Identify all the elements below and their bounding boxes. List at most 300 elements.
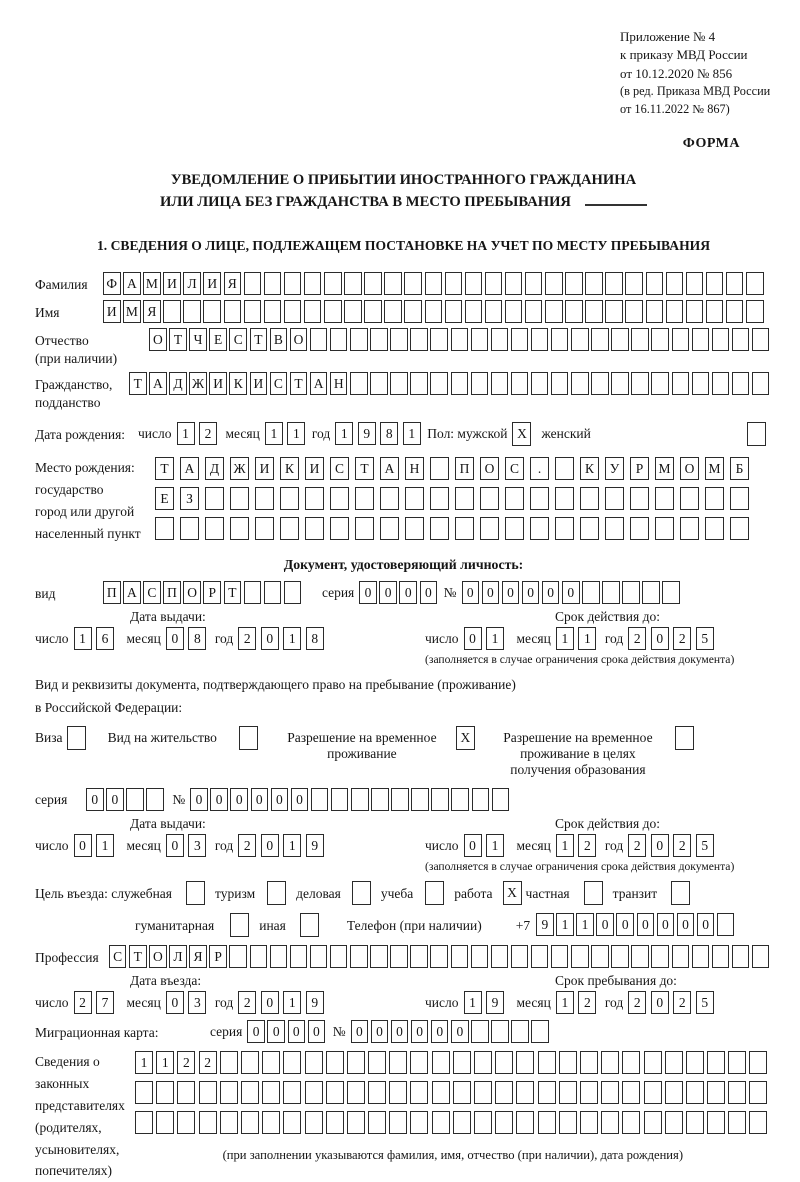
char-box[interactable]: 1 [265, 422, 283, 445]
char-box[interactable]: 0 [562, 581, 580, 604]
char-box[interactable] [712, 945, 730, 968]
birth-year-input[interactable] [335, 422, 425, 445]
char-box[interactable] [686, 1111, 704, 1134]
char-box[interactable] [591, 328, 609, 351]
char-box[interactable] [455, 487, 474, 510]
char-box[interactable] [205, 487, 224, 510]
char-box[interactable]: 0 [677, 913, 695, 936]
citizenship-input[interactable] [129, 372, 772, 395]
char-box[interactable] [545, 300, 563, 323]
char-box[interactable]: Т [155, 457, 174, 480]
char-box[interactable]: Т [129, 945, 147, 968]
char-box[interactable] [752, 945, 770, 968]
char-box[interactable] [390, 372, 408, 395]
birthplace-row2-input[interactable] [155, 487, 755, 510]
char-box[interactable]: 0 [379, 581, 397, 604]
char-box[interactable]: 2 [628, 991, 646, 1014]
char-box[interactable]: С [330, 457, 349, 480]
char-box[interactable] [241, 1081, 259, 1104]
char-box[interactable] [264, 272, 282, 295]
char-box[interactable] [580, 517, 599, 540]
purpose-rabota-checkbox[interactable]: X [503, 881, 522, 905]
birth-day-input[interactable] [177, 422, 222, 445]
char-box[interactable] [330, 517, 349, 540]
char-box[interactable]: 2 [177, 1051, 195, 1074]
representatives-row3-input[interactable] [135, 1111, 771, 1134]
id-doc-seriya-input[interactable] [359, 581, 439, 604]
char-box[interactable] [611, 945, 629, 968]
char-box[interactable] [480, 517, 499, 540]
char-box[interactable] [565, 300, 583, 323]
char-box[interactable] [646, 272, 664, 295]
char-box[interactable]: М [655, 457, 674, 480]
char-box[interactable] [732, 945, 750, 968]
char-box[interactable] [602, 581, 620, 604]
char-box[interactable] [389, 1081, 407, 1104]
char-box[interactable] [631, 945, 649, 968]
char-box[interactable] [389, 1051, 407, 1074]
char-box[interactable] [491, 328, 509, 351]
char-box[interactable] [262, 1051, 280, 1074]
char-box[interactable] [601, 1051, 619, 1074]
stay-day-input[interactable] [464, 991, 509, 1014]
id-doc-number-input[interactable] [462, 581, 683, 604]
char-box[interactable] [368, 1051, 386, 1074]
char-box[interactable] [465, 300, 483, 323]
char-box[interactable]: 5 [696, 834, 714, 857]
char-box[interactable]: П [163, 581, 181, 604]
char-box[interactable] [686, 272, 704, 295]
char-box[interactable] [220, 1081, 238, 1104]
char-box[interactable]: 9 [358, 422, 376, 445]
char-box[interactable] [585, 272, 603, 295]
char-box[interactable] [330, 945, 348, 968]
char-box[interactable]: П [455, 457, 474, 480]
char-box[interactable] [622, 1111, 640, 1134]
char-box[interactable] [672, 945, 690, 968]
char-box[interactable] [666, 300, 684, 323]
char-box[interactable]: 0 [657, 913, 675, 936]
char-box[interactable] [163, 300, 181, 323]
char-box[interactable] [511, 372, 529, 395]
char-box[interactable]: 8 [188, 627, 206, 650]
char-box[interactable] [230, 517, 249, 540]
char-box[interactable] [655, 517, 674, 540]
char-box[interactable]: 1 [556, 834, 574, 857]
char-box[interactable] [347, 1081, 365, 1104]
char-box[interactable] [451, 372, 469, 395]
char-box[interactable]: О [480, 457, 499, 480]
char-box[interactable]: 1 [287, 422, 305, 445]
char-box[interactable]: 0 [451, 1020, 469, 1043]
char-box[interactable] [646, 300, 664, 323]
char-box[interactable] [471, 945, 489, 968]
char-box[interactable] [580, 1051, 598, 1074]
char-box[interactable] [344, 272, 362, 295]
char-box[interactable] [326, 1051, 344, 1074]
char-box[interactable] [642, 581, 660, 604]
char-box[interactable] [425, 300, 443, 323]
char-box[interactable]: 2 [628, 834, 646, 857]
char-box[interactable] [305, 1081, 323, 1104]
char-box[interactable] [380, 487, 399, 510]
char-box[interactable]: Р [630, 457, 649, 480]
char-box[interactable]: 0 [271, 788, 289, 811]
char-box[interactable]: 9 [306, 834, 324, 857]
char-box[interactable]: Я [189, 945, 207, 968]
char-box[interactable] [511, 1020, 529, 1043]
stay-month-input[interactable] [556, 991, 601, 1014]
char-box[interactable]: 0 [391, 1020, 409, 1043]
char-box[interactable] [471, 328, 489, 351]
char-box[interactable]: 0 [482, 581, 500, 604]
char-box[interactable] [732, 328, 750, 351]
stay-year-input[interactable] [628, 991, 718, 1014]
char-box[interactable]: 0 [106, 788, 124, 811]
char-box[interactable] [495, 1051, 513, 1074]
char-box[interactable] [525, 272, 543, 295]
char-box[interactable] [280, 487, 299, 510]
char-box[interactable] [705, 487, 724, 510]
char-box[interactable] [244, 300, 262, 323]
char-box[interactable]: 0 [247, 1020, 265, 1043]
char-box[interactable] [655, 487, 674, 510]
purpose-tranzit-checkbox[interactable] [671, 881, 690, 905]
char-box[interactable]: Л [169, 945, 187, 968]
char-box[interactable]: 0 [462, 581, 480, 604]
char-box[interactable] [177, 1081, 195, 1104]
char-box[interactable] [432, 1111, 450, 1134]
char-box[interactable] [644, 1051, 662, 1074]
char-box[interactable] [432, 1051, 450, 1074]
char-box[interactable]: У [605, 457, 624, 480]
birthplace-row1-input[interactable] [155, 457, 755, 480]
char-box[interactable] [551, 372, 569, 395]
char-box[interactable] [630, 517, 649, 540]
char-box[interactable]: М [143, 272, 161, 295]
char-box[interactable]: 0 [351, 1020, 369, 1043]
phone-input[interactable] [536, 913, 737, 936]
char-box[interactable] [405, 487, 424, 510]
char-box[interactable] [644, 1111, 662, 1134]
migcard-seriya-input[interactable] [247, 1020, 327, 1043]
char-box[interactable]: О [149, 328, 167, 351]
char-box[interactable] [389, 1111, 407, 1134]
char-box[interactable] [135, 1111, 153, 1134]
char-box[interactable] [430, 487, 449, 510]
char-box[interactable] [205, 517, 224, 540]
char-box[interactable]: С [143, 581, 161, 604]
char-box[interactable]: . [530, 457, 549, 480]
char-box[interactable]: М [123, 300, 141, 323]
permit-seriya-input[interactable] [86, 788, 166, 811]
char-box[interactable]: 9 [486, 991, 504, 1014]
char-box[interactable]: 0 [308, 1020, 326, 1043]
char-box[interactable]: Т [290, 372, 308, 395]
char-box[interactable]: Я [143, 300, 161, 323]
char-box[interactable]: 5 [696, 991, 714, 1014]
char-box[interactable]: Ч [189, 328, 207, 351]
char-box[interactable] [445, 272, 463, 295]
char-box[interactable] [471, 1020, 489, 1043]
char-box[interactable] [368, 1111, 386, 1134]
char-box[interactable] [651, 945, 669, 968]
char-box[interactable] [330, 487, 349, 510]
char-box[interactable]: 1 [556, 991, 574, 1014]
char-box[interactable]: 2 [578, 991, 596, 1014]
patronymic-input[interactable] [149, 328, 772, 351]
char-box[interactable]: О [680, 457, 699, 480]
char-box[interactable]: 1 [576, 913, 594, 936]
char-box[interactable] [605, 487, 624, 510]
char-box[interactable]: 1 [335, 422, 353, 445]
char-box[interactable] [485, 272, 503, 295]
char-box[interactable] [344, 300, 362, 323]
permit-issue-year-input[interactable] [238, 834, 328, 857]
permit-number-input[interactable] [190, 788, 512, 811]
char-box[interactable] [250, 945, 268, 968]
representatives-row1-input[interactable] [135, 1051, 771, 1074]
char-box[interactable] [404, 300, 422, 323]
char-box[interactable]: 3 [188, 991, 206, 1014]
char-box[interactable]: 0 [502, 581, 520, 604]
char-box[interactable] [559, 1051, 577, 1074]
permit-issue-day-input[interactable] [74, 834, 119, 857]
char-box[interactable] [410, 1111, 428, 1134]
char-box[interactable]: И [255, 457, 274, 480]
migcard-number-input[interactable] [351, 1020, 552, 1043]
char-box[interactable] [491, 945, 509, 968]
char-box[interactable] [146, 788, 164, 811]
char-box[interactable] [404, 272, 422, 295]
char-box[interactable]: 0 [230, 788, 248, 811]
char-box[interactable] [538, 1111, 556, 1134]
char-box[interactable] [692, 945, 710, 968]
char-box[interactable]: Н [330, 372, 348, 395]
char-box[interactable] [580, 487, 599, 510]
char-box[interactable] [551, 328, 569, 351]
profession-input[interactable] [109, 945, 772, 968]
char-box[interactable]: И [203, 272, 221, 295]
char-box[interactable]: Е [155, 487, 174, 510]
char-box[interactable]: 0 [464, 834, 482, 857]
char-box[interactable] [545, 272, 563, 295]
char-box[interactable] [559, 1081, 577, 1104]
char-box[interactable] [455, 517, 474, 540]
char-box[interactable] [662, 581, 680, 604]
sex-male-checkbox[interactable]: X [512, 422, 531, 446]
char-box[interactable] [625, 272, 643, 295]
char-box[interactable]: В [270, 328, 288, 351]
char-box[interactable]: 9 [306, 991, 324, 1014]
char-box[interactable] [732, 372, 750, 395]
char-box[interactable]: 0 [166, 834, 184, 857]
char-box[interactable] [474, 1111, 492, 1134]
char-box[interactable] [706, 272, 724, 295]
char-box[interactable] [390, 945, 408, 968]
char-box[interactable] [355, 517, 374, 540]
char-box[interactable]: З [180, 487, 199, 510]
char-box[interactable]: 2 [673, 991, 691, 1014]
id-issue-day-input[interactable] [74, 627, 119, 650]
char-box[interactable]: С [270, 372, 288, 395]
char-box[interactable] [591, 372, 609, 395]
char-box[interactable] [183, 300, 201, 323]
char-box[interactable] [430, 328, 448, 351]
char-box[interactable]: Н [405, 457, 424, 480]
char-box[interactable] [692, 372, 710, 395]
char-box[interactable] [525, 300, 543, 323]
char-box[interactable] [280, 517, 299, 540]
sex-female-checkbox[interactable] [747, 422, 766, 446]
char-box[interactable]: 0 [522, 581, 540, 604]
char-box[interactable] [270, 945, 288, 968]
char-box[interactable]: 0 [637, 913, 655, 936]
char-box[interactable]: 0 [431, 1020, 449, 1043]
char-box[interactable] [241, 1051, 259, 1074]
char-box[interactable] [364, 300, 382, 323]
char-box[interactable] [432, 1081, 450, 1104]
char-box[interactable] [370, 328, 388, 351]
char-box[interactable] [474, 1051, 492, 1074]
purpose-delovaya-checkbox[interactable] [352, 881, 371, 905]
char-box[interactable] [726, 272, 744, 295]
char-box[interactable] [686, 1051, 704, 1074]
char-box[interactable] [665, 1081, 683, 1104]
char-box[interactable] [730, 487, 749, 510]
char-box[interactable] [368, 1081, 386, 1104]
char-box[interactable] [156, 1111, 174, 1134]
char-box[interactable] [680, 517, 699, 540]
char-box[interactable] [749, 1081, 767, 1104]
char-box[interactable] [472, 788, 490, 811]
permit-issue-month-input[interactable] [166, 834, 211, 857]
char-box[interactable] [264, 581, 282, 604]
char-box[interactable] [126, 788, 144, 811]
char-box[interactable] [474, 1081, 492, 1104]
char-box[interactable]: И [103, 300, 121, 323]
char-box[interactable] [531, 328, 549, 351]
char-box[interactable]: А [380, 457, 399, 480]
char-box[interactable] [350, 372, 368, 395]
purpose-inaya-checkbox[interactable] [300, 913, 319, 937]
purpose-chastnaya-checkbox[interactable] [584, 881, 603, 905]
char-box[interactable] [749, 1111, 767, 1134]
char-box[interactable] [425, 272, 443, 295]
char-box[interactable] [384, 272, 402, 295]
char-box[interactable] [622, 1051, 640, 1074]
char-box[interactable] [324, 272, 342, 295]
char-box[interactable] [410, 1051, 428, 1074]
char-box[interactable] [672, 328, 690, 351]
char-box[interactable]: 1 [283, 991, 301, 1014]
char-box[interactable] [580, 1081, 598, 1104]
char-box[interactable] [551, 945, 569, 968]
char-box[interactable]: Ф [103, 272, 121, 295]
char-box[interactable] [451, 945, 469, 968]
firstname-input[interactable] [103, 300, 766, 323]
char-box[interactable] [511, 945, 529, 968]
char-box[interactable]: 6 [96, 627, 114, 650]
char-box[interactable]: 0 [261, 834, 279, 857]
char-box[interactable]: 1 [556, 627, 574, 650]
char-box[interactable] [264, 300, 282, 323]
char-box[interactable] [229, 945, 247, 968]
char-box[interactable]: 1 [96, 834, 114, 857]
char-box[interactable] [505, 517, 524, 540]
char-box[interactable]: 0 [267, 1020, 285, 1043]
char-box[interactable] [605, 272, 623, 295]
char-box[interactable] [380, 517, 399, 540]
char-box[interactable]: 1 [556, 913, 574, 936]
rvp-checkbox[interactable]: X [456, 726, 475, 750]
char-box[interactable] [364, 272, 382, 295]
char-box[interactable] [224, 300, 242, 323]
char-box[interactable] [220, 1051, 238, 1074]
surname-input[interactable] [103, 272, 766, 295]
char-box[interactable] [580, 1111, 598, 1134]
char-box[interactable]: 2 [199, 422, 217, 445]
char-box[interactable]: А [149, 372, 167, 395]
char-box[interactable]: А [123, 272, 141, 295]
char-box[interactable] [717, 913, 735, 936]
char-box[interactable]: 1 [135, 1051, 153, 1074]
permit-valid-year-input[interactable] [628, 834, 718, 857]
char-box[interactable]: А [310, 372, 328, 395]
char-box[interactable] [707, 1051, 725, 1074]
char-box[interactable] [485, 300, 503, 323]
char-box[interactable]: Ж [189, 372, 207, 395]
char-box[interactable] [555, 517, 574, 540]
char-box[interactable]: Я [224, 272, 242, 295]
char-box[interactable]: Д [169, 372, 187, 395]
char-box[interactable] [505, 487, 524, 510]
char-box[interactable]: 1 [403, 422, 421, 445]
id-valid-year-input[interactable] [628, 627, 718, 650]
char-box[interactable] [330, 328, 348, 351]
char-box[interactable] [177, 1111, 195, 1134]
char-box[interactable] [582, 581, 600, 604]
char-box[interactable]: Т [355, 457, 374, 480]
char-box[interactable] [631, 328, 649, 351]
char-box[interactable] [686, 1081, 704, 1104]
char-box[interactable] [625, 300, 643, 323]
char-box[interactable]: 1 [74, 627, 92, 650]
id-valid-day-input[interactable] [464, 627, 509, 650]
char-box[interactable]: 0 [411, 1020, 429, 1043]
char-box[interactable]: 2 [238, 627, 256, 650]
char-box[interactable] [230, 487, 249, 510]
char-box[interactable]: 2 [199, 1051, 217, 1074]
char-box[interactable] [255, 517, 274, 540]
char-box[interactable] [480, 487, 499, 510]
char-box[interactable]: 0 [651, 991, 669, 1014]
char-box[interactable] [559, 1111, 577, 1134]
char-box[interactable] [651, 372, 669, 395]
char-box[interactable]: Т [224, 581, 242, 604]
char-box[interactable] [665, 1111, 683, 1134]
char-box[interactable]: 8 [306, 627, 324, 650]
char-box[interactable] [538, 1051, 556, 1074]
char-box[interactable]: 3 [188, 834, 206, 857]
permit-valid-day-input[interactable] [464, 834, 509, 857]
char-box[interactable] [712, 372, 730, 395]
char-box[interactable] [705, 517, 724, 540]
char-box[interactable] [390, 328, 408, 351]
char-box[interactable] [686, 300, 704, 323]
char-box[interactable] [491, 1020, 509, 1043]
char-box[interactable] [305, 1111, 323, 1134]
